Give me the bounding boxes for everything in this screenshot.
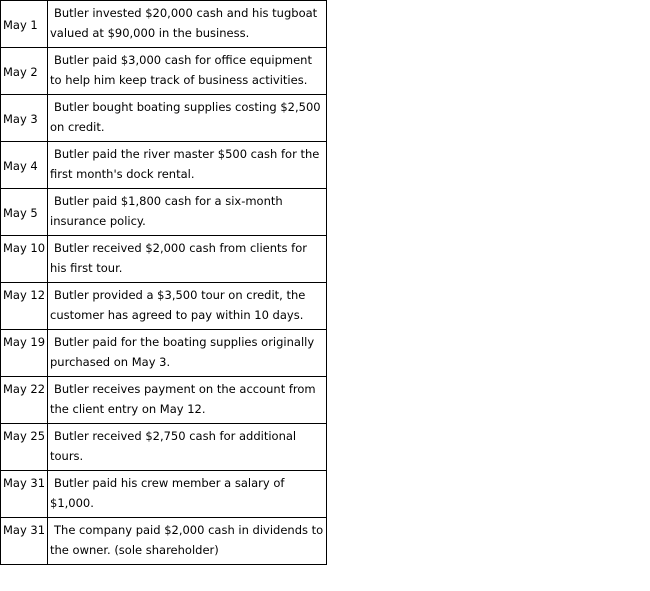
description-cell: Butler paid the river master $500 cash for the first month's dock rental. <box>48 142 327 189</box>
table-row <box>1 283 327 330</box>
table-row <box>1 377 327 424</box>
transactions-table <box>0 0 327 565</box>
description-cell: Butler invested $20,000 cash and his tugboat valued at $90,000 in the business. <box>48 1 327 48</box>
description-cell: Butler paid his crew member a salary of $1,000. <box>48 471 327 518</box>
transactions-table-body <box>1 1 327 565</box>
description-cell: Butler provided a $3,500 tour on credit, the customer has agreed to pay within 10 days. <box>48 283 327 330</box>
description-cell: Butler bought boating supplies costing $2,500 on credit. <box>48 95 327 142</box>
date-cell: May 10 <box>1 236 48 283</box>
date-cell: May 25 <box>1 424 48 471</box>
date-cell: May 1 <box>1 1 48 48</box>
date-cell: May 5 <box>1 189 48 236</box>
date-cell: May 19 <box>1 330 48 377</box>
table-row <box>1 471 327 518</box>
table-row <box>1 142 327 189</box>
date-cell: May 22 <box>1 377 48 424</box>
description-cell: Butler received $2,750 cash for additional tours. <box>48 424 327 471</box>
description-cell: Butler paid for the boating supplies originally purchased on May 3. <box>48 330 327 377</box>
date-cell: May 2 <box>1 48 48 95</box>
table-row <box>1 1 327 48</box>
table-row <box>1 424 327 471</box>
date-cell: May 12 <box>1 283 48 330</box>
description-cell: Butler paid $1,800 cash for a six-month insurance policy. <box>48 189 327 236</box>
table-row <box>1 330 327 377</box>
date-cell: May 31 <box>1 518 48 565</box>
description-cell: The company paid $2,000 cash in dividends to the owner. (sole shareholder) <box>48 518 327 565</box>
table-row <box>1 518 327 565</box>
date-cell: May 4 <box>1 142 48 189</box>
description-cell: Butler paid $3,000 cash for office equipment to help him keep track of business activities. <box>48 48 327 95</box>
table-row <box>1 236 327 283</box>
table-row <box>1 95 327 142</box>
date-cell: May 31 <box>1 471 48 518</box>
table-row <box>1 189 327 236</box>
date-cell: May 3 <box>1 95 48 142</box>
description-cell: Butler receives payment on the account from the client entry on May 12. <box>48 377 327 424</box>
description-cell: Butler received $2,000 cash from clients for his first tour. <box>48 236 327 283</box>
table-row <box>1 48 327 95</box>
